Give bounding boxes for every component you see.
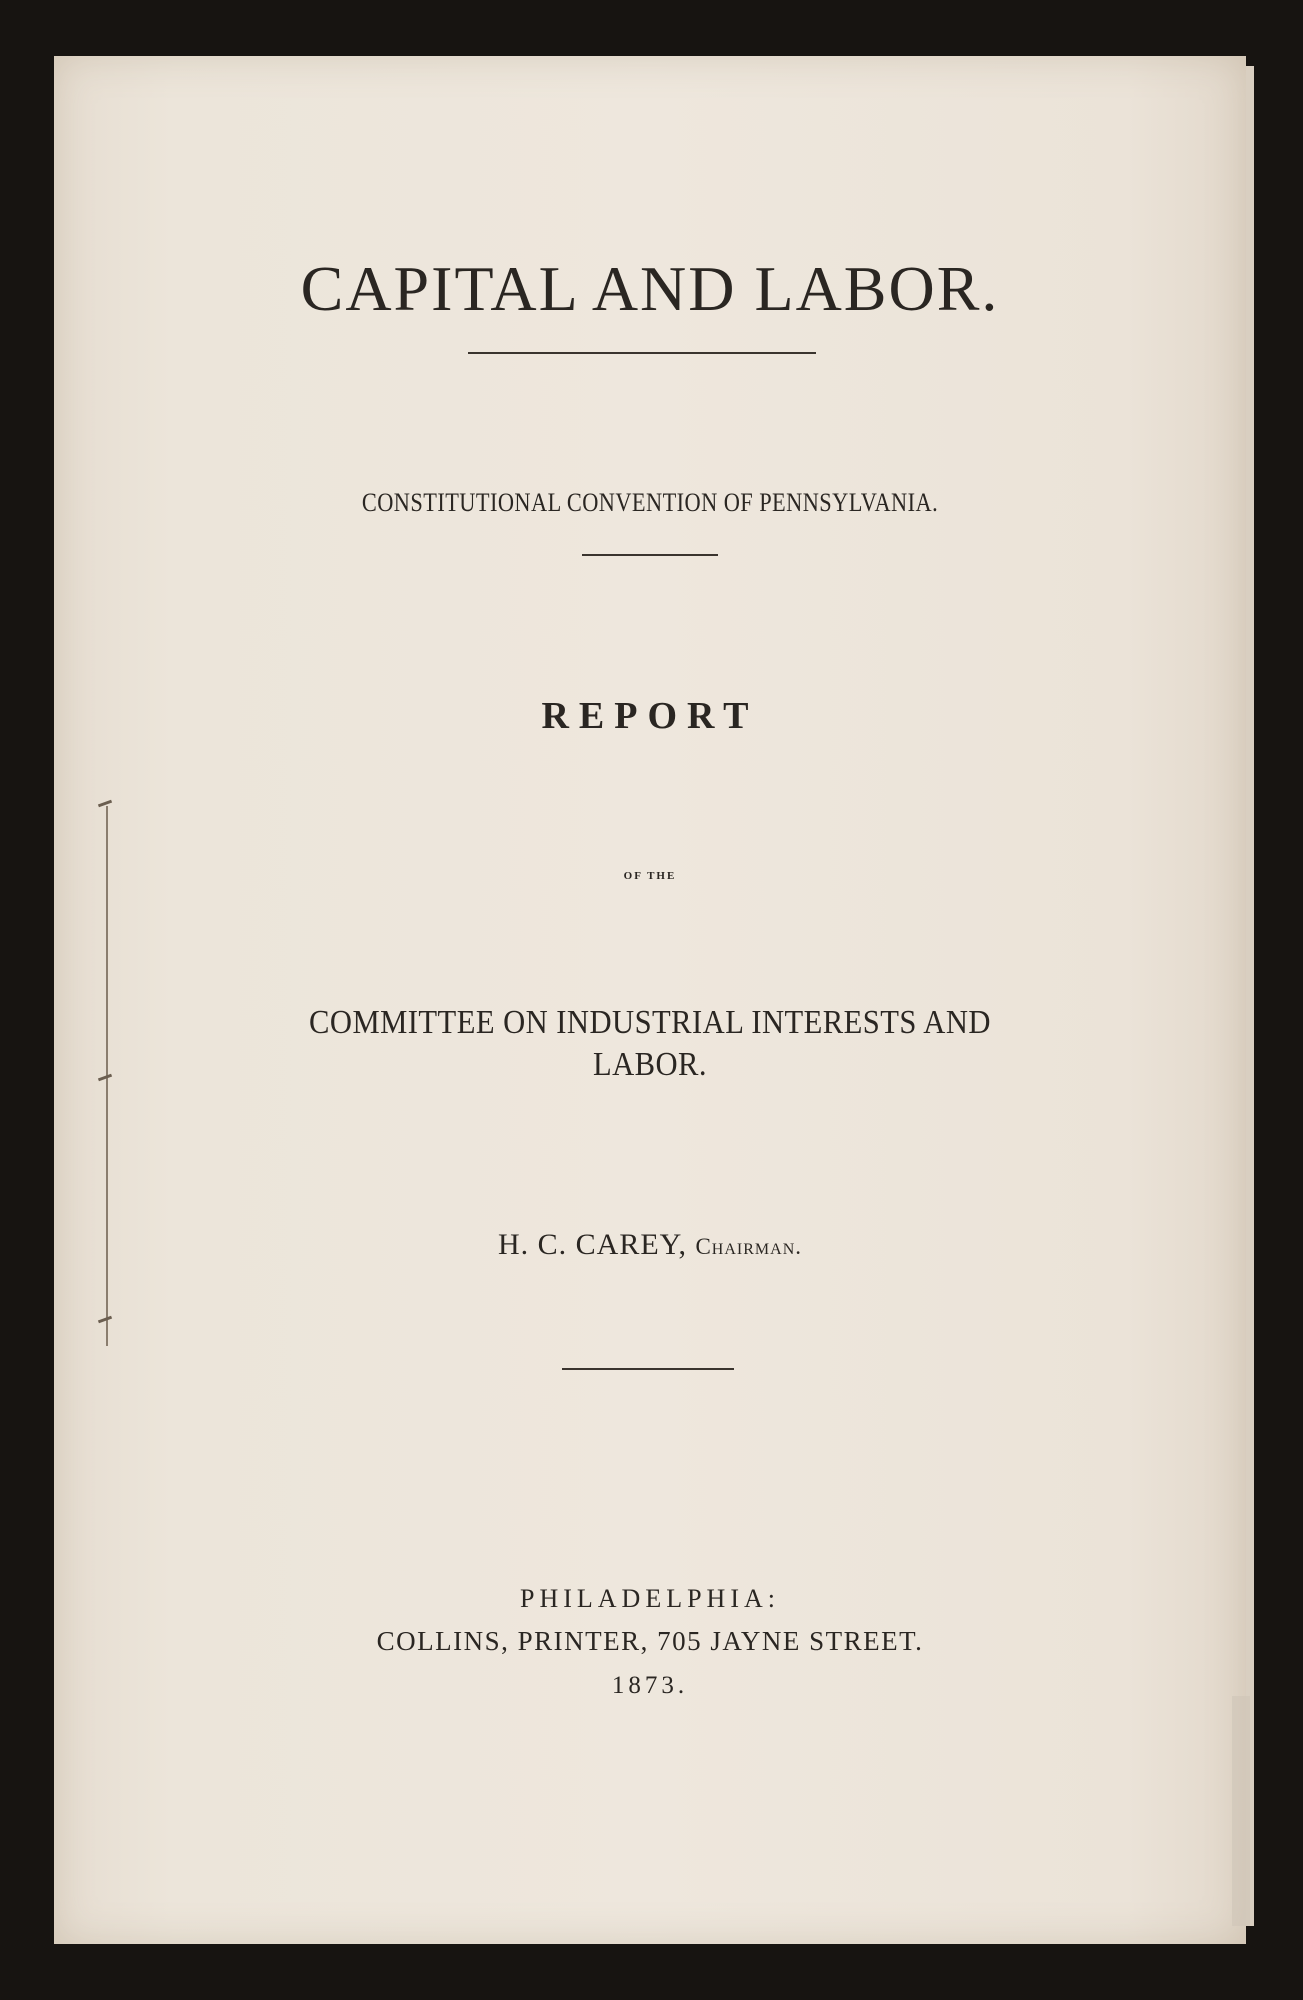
- page-edge: [1246, 66, 1254, 1926]
- divider-rule-2: [582, 554, 718, 556]
- imprint-year: 1873.: [611, 1672, 689, 1699]
- committee-name-line-2: LABOR.: [592, 1046, 708, 1083]
- stitch-hole-middle: [98, 1074, 112, 1082]
- chairman-line: [54, 1228, 1246, 1262]
- document-title: CAPITAL AND LABOR.: [300, 253, 1000, 324]
- imprint-printer: COLLINS, PRINTER, 705 JAYNE STREET.: [376, 1626, 924, 1656]
- of-the-text: OF THE: [623, 870, 677, 882]
- page-edge-shadow: [1232, 1696, 1250, 1926]
- divider-rule-1: [468, 352, 816, 354]
- report-heading: REPORT: [541, 695, 759, 737]
- chairman-role: Chairman.: [695, 1234, 803, 1259]
- title-page: [54, 56, 1246, 1944]
- divider-rule-3: [562, 1368, 734, 1370]
- chairman-name: H. C. CAREY,: [497, 1228, 687, 1261]
- stitch-hole-bottom: [98, 1316, 112, 1324]
- imprint-city: PHILADELPHIA:: [520, 1584, 780, 1613]
- convention-heading: CONSTITUTIONAL CONVENTION OF PENNSYLVANIA.: [361, 488, 939, 517]
- committee-name-line-1: COMMITTEE ON INDUSTRIAL INTERESTS AND: [309, 1004, 991, 1041]
- stitch-hole-top: [98, 800, 112, 808]
